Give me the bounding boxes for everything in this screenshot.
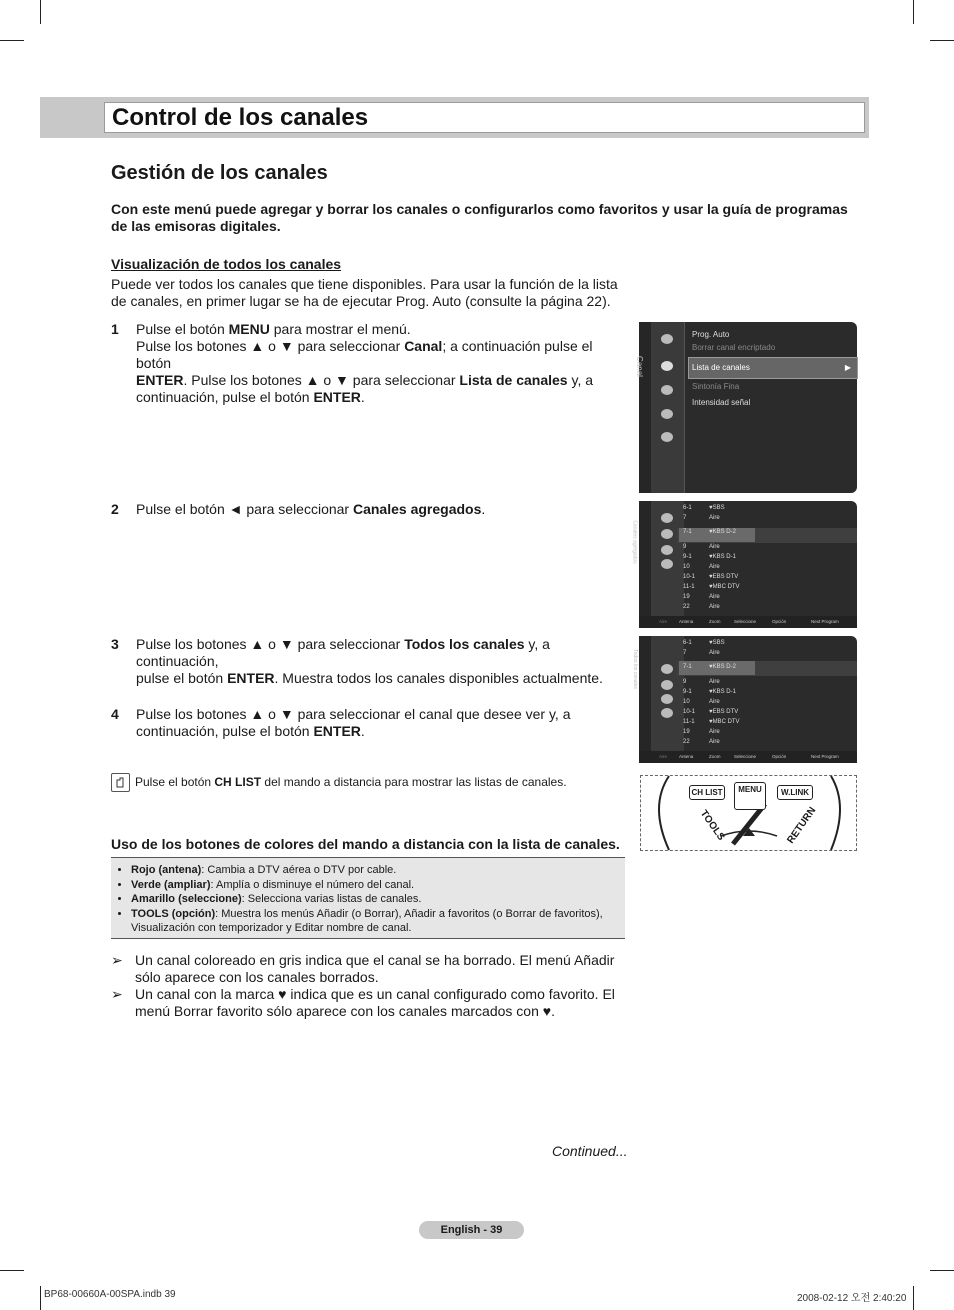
channel-name: ♥MBC DTV xyxy=(709,719,740,725)
channel-name: Aire xyxy=(709,515,720,521)
channel-number: 19 xyxy=(683,729,690,735)
crop-mark xyxy=(913,0,914,24)
channel-number: 9-1 xyxy=(683,689,692,695)
list-side-label: Todos los canales xyxy=(631,649,638,689)
channel-row[interactable] xyxy=(683,564,803,574)
footer-legend-item: Antena xyxy=(679,754,694,759)
arrow-note-2: Un canal con la marca ♥ indica que es un canal configurado como favorito. El menú Borrar favorito sólo aparece con los canales marcados con ♥. xyxy=(135,986,615,1019)
channel-row[interactable] xyxy=(683,594,803,604)
channel-number: 11-1 xyxy=(683,584,695,590)
tools-button[interactable]: TOOLS xyxy=(697,808,727,843)
remote-illustration xyxy=(640,775,857,851)
footer-legend-item: Zoom xyxy=(709,754,721,759)
schedule-icon xyxy=(661,559,673,569)
tv-list-todos-canales xyxy=(631,636,857,763)
wlink-button[interactable]: W.LINK xyxy=(777,785,813,800)
channel-number: 7-1 xyxy=(683,529,692,535)
channel-name: Aire xyxy=(709,729,720,735)
schedule-icon xyxy=(661,708,673,718)
colors-section-title: Uso de los botones de colores del mando a distancia con la lista de canales. xyxy=(111,836,620,852)
menu-item-borrar-encriptado[interactable]: Borrar canal encriptado xyxy=(692,343,776,352)
section-title: Gestión de los canales xyxy=(111,162,328,184)
note-icon xyxy=(111,773,130,792)
page-number: English - 39 xyxy=(419,1221,524,1239)
menu-side-label: Canal xyxy=(634,356,644,377)
footer-legend-item: Antena xyxy=(679,619,694,624)
footer-legend-item: Next Program xyxy=(811,754,839,759)
channel-row[interactable] xyxy=(683,664,803,674)
channel-number: 10-1 xyxy=(683,709,696,715)
channel-number: 10-1 xyxy=(683,574,696,580)
crop-mark xyxy=(40,0,41,24)
channel-number: 22 xyxy=(683,604,690,610)
tools-icon xyxy=(661,529,673,539)
channel-number: 9 xyxy=(683,679,687,685)
channel-row[interactable] xyxy=(683,679,803,689)
step-4: Pulse los botones ▲ o ▼ para seleccionar el canal que desee ver y, a continuación, pulse el botón ENTER. xyxy=(136,706,571,739)
channel-name: Aire xyxy=(709,699,720,705)
setup-icon xyxy=(661,385,673,395)
channel-number: 7 xyxy=(683,650,687,656)
input-icon xyxy=(661,409,673,419)
color-item-green: • Verde (ampliar): Amplía o disminuye el número del canal. xyxy=(131,878,625,893)
menu-button[interactable]: MENU xyxy=(734,782,766,810)
channel-number: 7-1 xyxy=(683,664,692,670)
channel-name: ♥KBS D-2 xyxy=(709,529,736,535)
channel-row[interactable] xyxy=(683,739,803,749)
antenna-icon xyxy=(661,664,673,674)
channel-row[interactable] xyxy=(683,640,803,650)
channel-row[interactable] xyxy=(683,709,803,719)
channel-row[interactable] xyxy=(683,505,803,515)
menu-item-prog-auto[interactable]: Prog. Auto xyxy=(692,330,730,339)
channel-number: 11-1 xyxy=(683,719,695,725)
picture-icon xyxy=(661,334,673,344)
subsection-title: Visualización de todos los canales xyxy=(111,256,342,272)
step-2: Pulse el botón ◄ para seleccionar Canales agregados. xyxy=(136,501,486,517)
channel-name: Aire xyxy=(709,564,720,570)
list-footer xyxy=(639,616,857,628)
color-item-tools: • TOOLS (opción): Muestra los menús Añadir (o Borrar), Añadir a favoritos (o Borrar de favoritos), Visualización con temporizador y Editar nombre de canal. xyxy=(131,907,625,936)
crop-mark xyxy=(0,1270,24,1271)
footer-legend-item: Aire xyxy=(659,754,668,759)
crop-mark xyxy=(913,1286,914,1310)
channel-row[interactable] xyxy=(683,515,803,525)
favorite-icon xyxy=(661,694,673,704)
channel-name: ♥EBS DTV xyxy=(709,709,739,715)
sound-icon xyxy=(661,361,673,371)
intro-text: Con este menú puede agregar y borrar los canales o configurarlos como favoritos y usar la guía de programas de las emisoras digitales. xyxy=(111,201,848,234)
footer-legend-item: Opción xyxy=(772,619,787,624)
channel-name: Aire xyxy=(709,739,720,745)
continued-label: Continued... xyxy=(552,1143,628,1159)
channel-name: Aire xyxy=(709,604,720,610)
channel-row[interactable] xyxy=(683,574,803,584)
footer-file: BP68-00660A-00SPA.indb 39 xyxy=(44,1289,176,1300)
channel-number: 9 xyxy=(683,544,687,550)
tv-list-canales-agregados xyxy=(631,501,857,628)
crop-mark xyxy=(930,40,954,41)
return-button[interactable]: RETURN xyxy=(785,805,819,846)
list-side-label: Canales agregados xyxy=(631,520,638,564)
list-footer xyxy=(639,751,857,763)
channel-row[interactable] xyxy=(683,584,803,594)
channel-row[interactable] xyxy=(683,699,803,709)
channel-number: 9-1 xyxy=(683,554,692,560)
channel-row[interactable] xyxy=(683,554,803,564)
channel-row[interactable] xyxy=(683,544,803,554)
channel-number: 19 xyxy=(683,594,690,600)
step-number: 3 xyxy=(111,636,119,652)
channel-name: ♥SBS xyxy=(709,505,725,511)
channel-number: 10 xyxy=(683,699,690,705)
footer-legend-item: Seleccione xyxy=(734,619,757,624)
channel-name: Aire xyxy=(709,594,720,600)
channel-row[interactable] xyxy=(683,650,803,660)
step-number: 1 xyxy=(111,321,119,337)
step-3: Pulse los botones ▲ o ▼ para seleccionar Todos los canales y, a continuación, pulse el botón ENTER. Muestra todos los canales disponibles actualmente. xyxy=(136,636,603,686)
menu-item-intensidad[interactable]: Intensidad señal xyxy=(692,398,751,407)
channel-name: Aire xyxy=(709,544,720,550)
channel-name: Aire xyxy=(709,679,720,685)
footer-legend-item: Opción xyxy=(772,754,787,759)
channel-row[interactable] xyxy=(683,719,803,729)
channel-number: 6-1 xyxy=(683,505,692,511)
step-1: Pulse el botón MENU para mostrar el menú. Pulse los botones ▲ o ▼ para seleccionar Canal; a continuación pulse el botón ENTER. Pulse los botones ▲ o ▼ para seleccionar Lista de canales y, a continuación, pulse el botón ENTER. xyxy=(136,321,594,405)
intro-paragraph: Puede ver todos los canales que tiene disponibles. Para usar la función de la lista de canales, en primer lugar se ha de ejecutar Prog. Auto (consulte la página 22). xyxy=(111,276,618,309)
channel-number: 6-1 xyxy=(683,640,692,646)
arrow-note-1: Un canal coloreado en gris indica que el canal se ha borrado. El menú Añadir sólo aparece con los canales borrados. xyxy=(135,952,615,985)
arrow-icon: ➢ xyxy=(111,952,123,968)
channel-row[interactable] xyxy=(683,689,803,699)
menu-item-lista-canales[interactable]: Lista de canales ▶ xyxy=(688,357,858,379)
crop-mark xyxy=(0,40,24,41)
channel-row[interactable] xyxy=(683,729,803,739)
footer-legend-item: Zoom xyxy=(709,619,721,624)
crop-mark xyxy=(40,1286,41,1310)
footer-legend-item: Aire xyxy=(659,619,668,624)
arrow-icon: ➢ xyxy=(111,986,123,1002)
channel-name: ♥SBS xyxy=(709,640,725,646)
step-number: 4 xyxy=(111,706,119,722)
tools-icon xyxy=(661,680,673,690)
channel-name: ♥MBC DTV xyxy=(709,584,740,590)
channel-name: ♥EBS DTV xyxy=(709,574,739,580)
channel-number: 22 xyxy=(683,739,690,745)
footer-legend-item: Seleccione xyxy=(734,754,757,759)
ch-list-button[interactable]: CH LIST xyxy=(689,785,725,800)
menu-icon-column xyxy=(651,322,684,493)
channel-number: 10 xyxy=(683,564,690,570)
step-number: 2 xyxy=(111,501,119,517)
page-title: Control de los canales xyxy=(112,104,369,131)
note-text: Pulse el botón CH LIST del mando a distancia para mostrar las listas de canales. xyxy=(135,775,567,789)
channel-name: ♥KBS D-2 xyxy=(709,664,736,670)
footer-date: 2008-02-12 오전 2:40:20 xyxy=(797,1293,907,1304)
channel-name: ♥KBS D-1 xyxy=(709,689,736,695)
color-item-red: • Rojo (antena): Cambia a DTV aérea o DTV por cable. xyxy=(131,863,625,878)
channel-row[interactable] xyxy=(683,604,803,614)
colors-list-box xyxy=(111,857,625,939)
channel-name: ♥KBS D-1 xyxy=(709,554,736,560)
footer-legend-item: Next Program xyxy=(811,619,839,624)
color-item-yellow: • Amarillo (seleccione): Selecciona varias listas de canales. xyxy=(131,892,625,907)
antenna-icon xyxy=(661,513,673,523)
channel-row[interactable] xyxy=(683,529,803,539)
channel-name: Aire xyxy=(709,650,720,656)
crop-mark xyxy=(930,1270,954,1271)
application-icon xyxy=(661,432,673,442)
menu-item-sintonia-fina[interactable]: Sintonía Fina xyxy=(692,382,740,391)
favorite-icon xyxy=(661,545,673,555)
channel-number: 7 xyxy=(683,515,687,521)
submenu-arrow-icon: ▶ xyxy=(844,363,851,372)
tv-menu-canal xyxy=(634,322,857,493)
